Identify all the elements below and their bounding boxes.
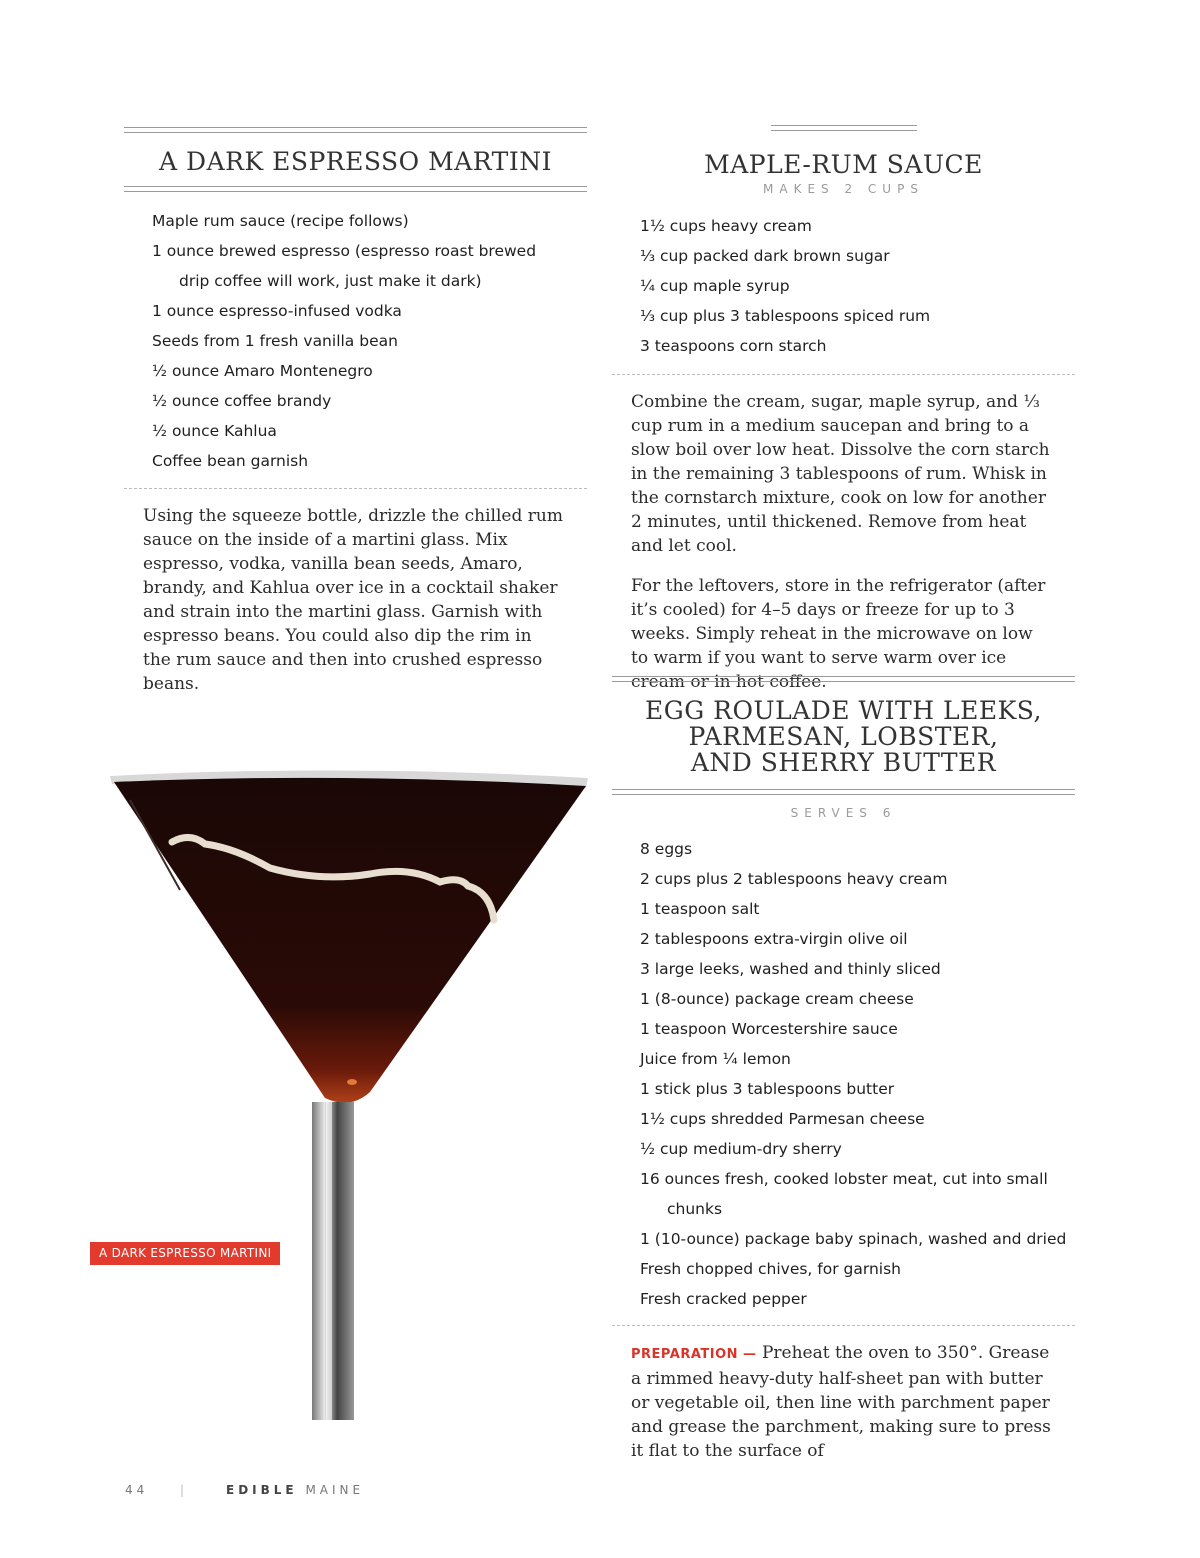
preparation-label: PREPARATION —	[631, 1347, 757, 1362]
list-item: Juice from ¼ lemon	[640, 1050, 791, 1068]
list-item: 3 teaspoons corn starch	[640, 337, 827, 355]
list-item: 1 (8-ounce) package cream cheese	[640, 990, 914, 1008]
list-item: 1 (10-ounce) package baby spinach, washed and dried	[640, 1230, 1067, 1248]
list-item: 1½ cups heavy cream	[640, 217, 812, 235]
footer-separator: |	[180, 1483, 189, 1497]
list-item: 1½ cups shredded Parmesan cheese	[640, 1110, 925, 1128]
sauce-ingredient-list	[640, 211, 930, 361]
martini-photo	[90, 770, 590, 1420]
list-item: ½ ounce Kahlua	[152, 422, 277, 440]
roulade-title-line: EGG ROULADE WITH LEEKS,	[645, 696, 1042, 725]
list-item: ¼ cup maple syrup	[640, 277, 790, 295]
magazine-name-light: MAINE	[305, 1483, 365, 1497]
list-item: Coffee bean garnish	[152, 452, 309, 470]
martini-title-rule-top	[124, 127, 587, 133]
martini-ingredient-list	[152, 206, 536, 476]
photo-caption: A DARK ESPRESSO MARTINI	[90, 1242, 280, 1265]
list-item: 1 stick plus 3 tablespoons butter	[640, 1080, 895, 1098]
list-item: 1 ounce espresso-infused vodka	[152, 302, 402, 320]
list-item: 1 teaspoon Worcestershire sauce	[640, 1020, 898, 1038]
list-item: 2 tablespoons extra-virgin olive oil	[640, 930, 908, 948]
sauce-paragraph-1: Combine the cream, sugar, maple syrup, and ⅓ cup rum in a medium saucepan and bring to a slow boil over low heat. Dissolve the corn starch in the remaining 3 tablespoons of rum. Whisk in the cornstarch mixture, cook on low for another 2 minutes, until thickened. Remove from heat and let cool.	[631, 392, 1050, 556]
roulade-title-rule-top	[612, 676, 1075, 682]
list-item: Maple rum sauce (recipe follows)	[152, 212, 409, 230]
roulade-title-rule-bottom	[612, 789, 1075, 795]
list-item: ½ ounce Amaro Montenegro	[152, 362, 373, 380]
roulade-yield: SERVES 6	[790, 806, 897, 820]
list-item: ½ cup medium-dry sherry	[640, 1140, 842, 1158]
roulade-ingredient-list	[640, 834, 1066, 1314]
roulade-title	[612, 698, 1075, 776]
list-item: 1 ounce brewed espresso (espresso roast brewed	[152, 242, 537, 260]
page-number: 44	[125, 1483, 149, 1497]
sauce-yield: MAKES 2 CUPS	[763, 182, 924, 196]
list-item: ⅓ cup plus 3 tablespoons spiced rum	[640, 307, 931, 325]
list-item: chunks	[667, 1200, 723, 1218]
list-item: Fresh cracked pepper	[640, 1290, 807, 1308]
preparation-text: Preheat the oven to 350°. Grease a rimmed heavy-duty half-sheet pan with butter or vegetable oil, then line with parchment paper and grease the parchment, making sure to press it flat to the surface of	[631, 1343, 1051, 1461]
list-item: 3 large leeks, washed and thinly sliced	[640, 960, 941, 978]
roulade-title-line: PARMESAN, LOBSTER,	[688, 722, 999, 751]
list-item: ⅓ cup packed dark brown sugar	[640, 247, 890, 265]
list-item: drip coffee will work, just make it dark)	[179, 272, 482, 290]
martini-title-rule-bottom	[124, 186, 587, 192]
sauce-title-rule	[771, 125, 917, 131]
list-item: 2 cups plus 2 tablespoons heavy cream	[640, 870, 948, 888]
sauce-paragraph-2: For the leftovers, store in the refrigerator (after it’s cooled) for 4–5 days or freeze for up to 3 weeks. Simply reheat in the microwave on low to warm if you want to serve warm over ice cream or in hot coffee.	[631, 576, 1046, 692]
sauce-instructions	[631, 390, 1051, 710]
list-item: 8 eggs	[640, 840, 693, 858]
list-item: 16 ounces fresh, cooked lobster meat, cut into small	[640, 1170, 1048, 1188]
sauce-divider	[612, 374, 1075, 375]
roulade-title-line: AND SHERRY BUTTER	[690, 748, 997, 777]
list-item: Seeds from 1 fresh vanilla bean	[152, 332, 398, 350]
sauce-title: MAPLE-RUM SAUCE	[704, 150, 983, 179]
martini-instructions: Using the squeeze bottle, drizzle the chilled rum sauce on the inside of a martini glass. Mix espresso, vodka, vanilla bean seeds, Amaro, brandy, and Kahlua over ice in a cocktail shaker and strain into the martini glass. Garnish with espresso beans. You could also dip the rim in the rum sauce and then into crushed espresso beans.	[143, 506, 563, 694]
martini-title: A DARK ESPRESSO MARTINI	[159, 147, 552, 176]
list-item: Fresh chopped chives, for garnish	[640, 1260, 901, 1278]
roulade-divider	[612, 1325, 1075, 1326]
magazine-name	[226, 1483, 364, 1497]
list-item: ½ ounce coffee brandy	[152, 392, 332, 410]
martini-divider	[124, 488, 587, 489]
list-item: 1 teaspoon salt	[640, 900, 760, 918]
roulade-preparation	[631, 1341, 1051, 1479]
magazine-name-bold: EDIBLE	[226, 1483, 298, 1497]
